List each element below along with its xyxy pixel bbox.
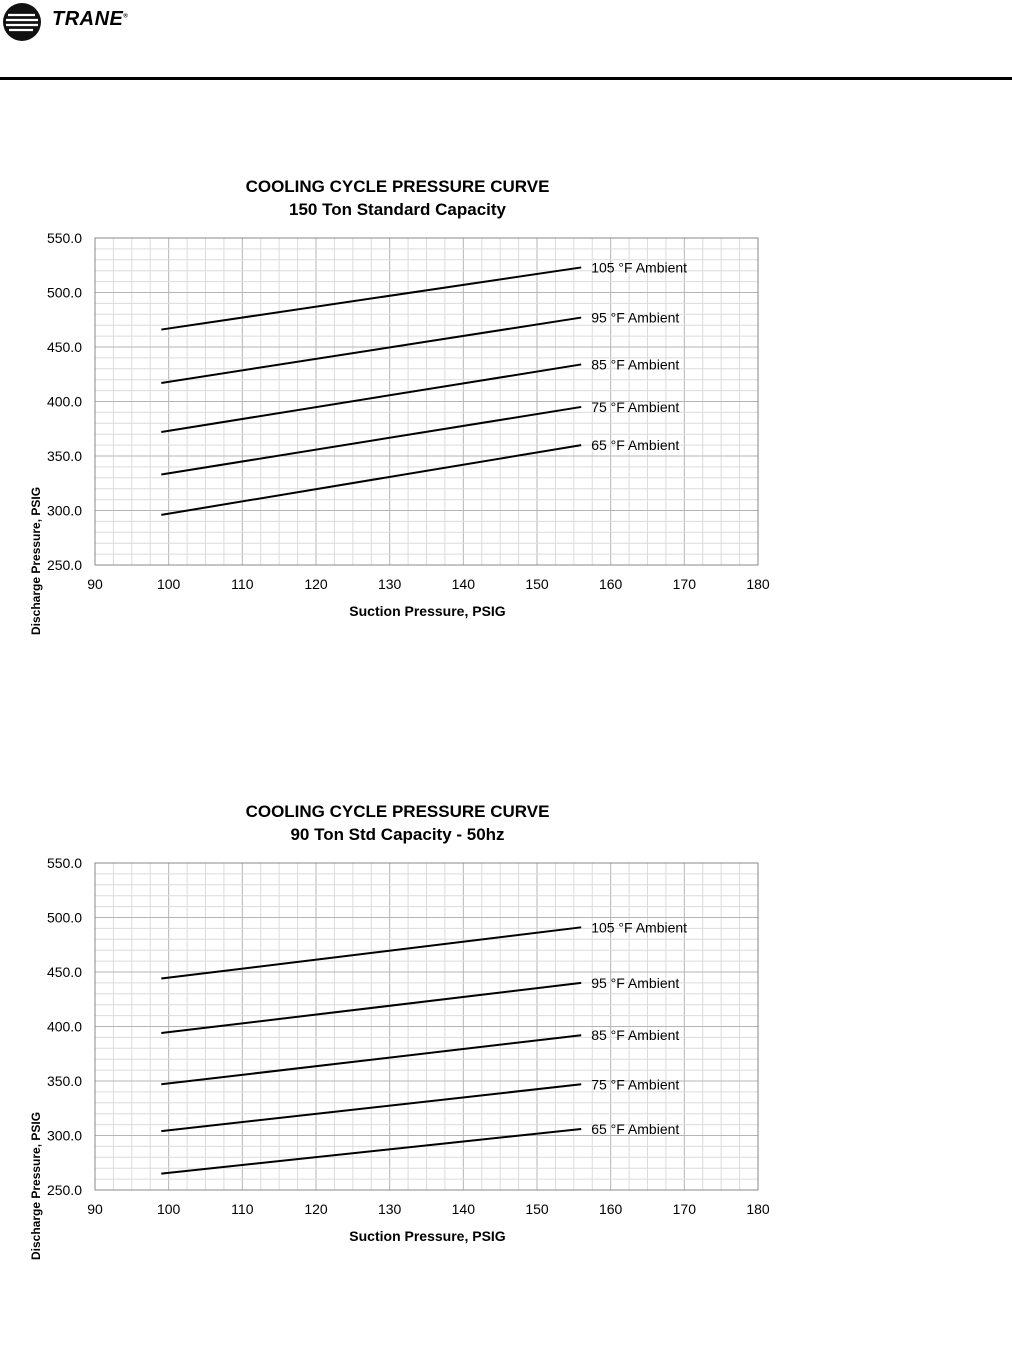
x-tick-label: 110 xyxy=(231,576,254,592)
chart-subtitle: 150 Ton Standard Capacity xyxy=(289,200,506,219)
x-tick-label: 100 xyxy=(156,576,181,592)
y-tick-label: 450.0 xyxy=(46,339,82,355)
y-tick-label: 500.0 xyxy=(46,909,82,926)
y-tick-label: 250.0 xyxy=(46,557,82,573)
chart-plot-area xyxy=(0,170,1012,640)
x-tick-label: 130 xyxy=(377,576,402,592)
x-tick-label: 130 xyxy=(377,1201,402,1217)
y-tick-label: 300.0 xyxy=(46,1127,82,1144)
page-header xyxy=(0,0,1012,82)
x-tick-label: 90 xyxy=(87,576,103,592)
x-axis-label: Suction Pressure, PSIG xyxy=(349,1228,506,1244)
series-label: 105 °F Ambient xyxy=(591,919,688,936)
x-tick-label: 150 xyxy=(525,1201,549,1217)
y-axis-label: Discharge Pressure, PSIG xyxy=(29,1111,43,1260)
x-tick-label: 100 xyxy=(156,1201,181,1217)
x-tick-label: 150 xyxy=(525,576,549,592)
x-tick-label: 160 xyxy=(598,576,623,592)
chart-subtitle: 90 Ton Std Capacity - 50hz xyxy=(290,825,505,844)
y-tick-label: 550.0 xyxy=(46,855,82,871)
series-label: 65 °F Ambient xyxy=(591,437,680,454)
x-axis-label: Suction Pressure, PSIG xyxy=(349,603,506,619)
series-label: 95 °F Ambient xyxy=(591,309,680,326)
series-label: 105 °F Ambient xyxy=(591,259,688,276)
y-tick-label: 450.0 xyxy=(46,964,82,980)
y-tick-label: 500.0 xyxy=(46,284,82,301)
x-tick-label: 180 xyxy=(746,1201,770,1217)
chart-title: COOLING CYCLE PRESSURE CURVE xyxy=(245,177,550,196)
x-tick-label: 140 xyxy=(451,1201,476,1217)
trane-logo-icon xyxy=(2,2,42,42)
x-tick-label: 90 xyxy=(87,1201,103,1217)
y-tick-label: 350.0 xyxy=(46,448,82,464)
y-tick-label: 300.0 xyxy=(46,502,82,519)
chart-title: COOLING CYCLE PRESSURE CURVE xyxy=(245,802,550,821)
chart-90-ton xyxy=(0,795,1012,1355)
series-label: 85 °F Ambient xyxy=(591,356,680,373)
series-label: 75 °F Ambient xyxy=(591,1076,680,1093)
header-rule xyxy=(0,77,1012,80)
chart-plot-area xyxy=(0,795,1012,1265)
y-axis-label: Discharge Pressure, PSIG xyxy=(29,486,43,635)
y-tick-label: 350.0 xyxy=(46,1073,82,1089)
y-tick-label: 250.0 xyxy=(46,1182,82,1198)
y-tick-label: 400.0 xyxy=(46,1018,82,1035)
series-label: 75 °F Ambient xyxy=(591,398,680,415)
x-tick-label: 180 xyxy=(746,576,770,592)
x-tick-label: 160 xyxy=(598,1201,623,1217)
y-tick-label: 550.0 xyxy=(46,230,82,246)
chart-150-ton xyxy=(0,170,1012,730)
series-label: 65 °F Ambient xyxy=(591,1120,680,1137)
x-tick-label: 120 xyxy=(304,576,328,592)
series-label: 95 °F Ambient xyxy=(591,974,680,991)
x-tick-label: 170 xyxy=(672,576,697,592)
brand-name: TRANE® xyxy=(52,8,129,30)
x-tick-label: 110 xyxy=(231,1201,254,1217)
x-tick-label: 170 xyxy=(672,1201,697,1217)
x-tick-label: 140 xyxy=(451,576,476,592)
x-tick-label: 120 xyxy=(304,1201,328,1217)
y-tick-label: 400.0 xyxy=(46,393,82,410)
series-label: 85 °F Ambient xyxy=(591,1027,680,1044)
